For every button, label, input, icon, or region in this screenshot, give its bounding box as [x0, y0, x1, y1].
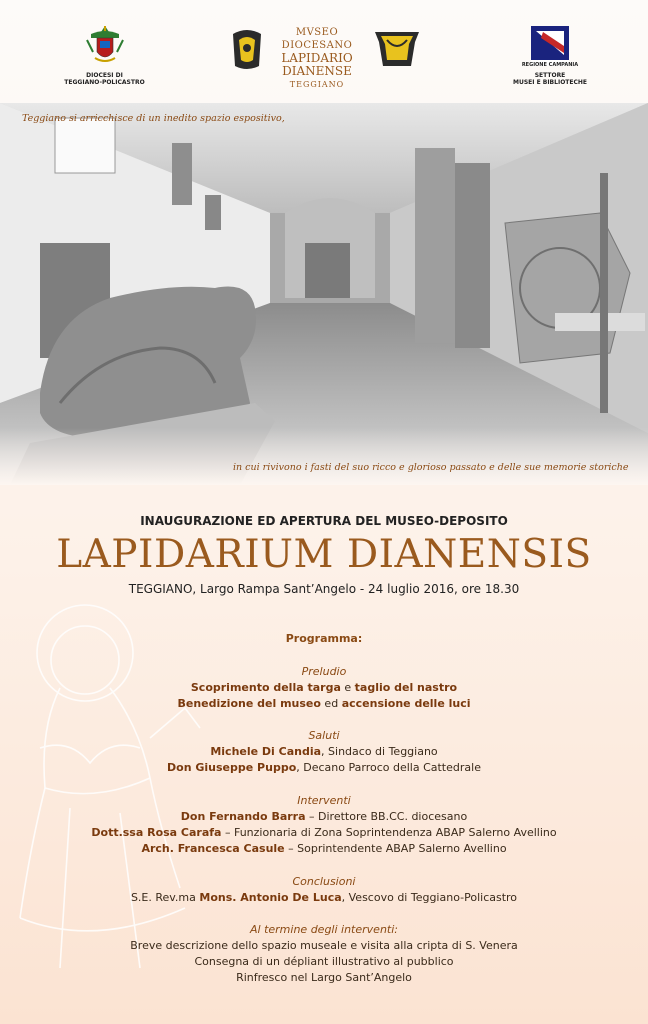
- termine-title: Al termine degli interventi:: [250, 923, 398, 936]
- museum-name: [262, 26, 372, 91]
- event-title: LAPIDARIUM DIANENSIS: [56, 532, 592, 577]
- museum-emblem-left-icon: [227, 26, 267, 72]
- museum-gallery-illustration: [0, 103, 648, 485]
- museum-line-1: MVSEO DIOCESANO: [281, 27, 353, 51]
- interventi-line-1: Don Fernando Barra – Direttore BB.CC. diocesano: [180, 810, 468, 823]
- saluti-title: Saluti: [308, 729, 340, 742]
- saluti-line-1: Michele Di Candia, Sindaco di Teggiano: [210, 745, 438, 758]
- preludio-line-1: Scoprimento della targa e taglio del nastro: [190, 681, 458, 694]
- photo-caption-top: Teggiano si arricchisce di un inedito spazio espositivo,: [22, 113, 285, 124]
- diocese-coat-of-arms-icon: [85, 24, 125, 68]
- section-preludio: [0, 664, 648, 712]
- region-campania-logo-icon: [531, 26, 569, 66]
- preludio-title: Preludio: [301, 665, 347, 678]
- museum-emblem-right-icon: [371, 26, 423, 72]
- section-saluti: [0, 728, 648, 776]
- preludio-line-2: Benedizione del museo ed accensione delle luci: [177, 697, 471, 710]
- termine-line-2: Consegna di un dépliant illustrativo al pubblico: [194, 955, 454, 968]
- interventi-title: Interventi: [297, 794, 351, 807]
- section-termine: [0, 922, 648, 986]
- region-logo: [510, 26, 590, 86]
- programme-heading: Programma:: [285, 632, 363, 645]
- region-badge: REGIONE CAMPANIA: [521, 62, 579, 68]
- section-interventi: [0, 793, 648, 857]
- event-place-date: TEGGIANO, Largo Rampa Sant’Angelo - 24 luglio 2016, ore 18.30: [128, 582, 520, 596]
- conclusioni-title: Conclusioni: [292, 875, 356, 888]
- region-caption-2: MUSEI E BIBLIOTECHE: [512, 79, 588, 86]
- museum-line-2: LAPIDARIO: [281, 51, 353, 65]
- saluti-line-2: Don Giuseppe Puppo, Decano Parroco della Cattedrale: [167, 761, 481, 774]
- diocese-caption-2: TEGGIANO-POLICASTRO: [64, 79, 145, 86]
- diocese-logo: [62, 24, 147, 86]
- interventi-line-3: Arch. Francesca Casule – Soprintendente ABAP Salerno Avellino: [141, 842, 507, 855]
- saint-line-drawing: [0, 588, 210, 978]
- diocese-caption-1: DIOCESI DI: [86, 72, 123, 79]
- museum-line-4: TEGGIANO: [289, 80, 345, 89]
- photo-caption-bottom: in cui rivivono i fasti del suo ricco e glorioso passato e delle sue memorie storiche: [233, 462, 629, 473]
- termine-line-3: Rinfresco nel Largo Sant’Angelo: [236, 971, 412, 984]
- interventi-line-2: Dott.ssa Rosa Carafa – Funzionaria di Zona Soprintendenza ABAP Salerno Avellino: [91, 826, 557, 839]
- museum-interior-photo: [0, 103, 648, 485]
- inauguration-heading: INAUGURAZIONE ED APERTURA DEL MUSEO-DEPOSITO: [140, 514, 508, 528]
- museum-line-3: DIANENSE: [282, 64, 352, 78]
- termine-line-1: Breve descrizione dello spazio museale e visita alla cripta di S. Venera: [130, 939, 518, 952]
- header: [0, 0, 648, 105]
- conclusioni-line-1: S.E. Rev.ma Mons. Antonio De Luca, Vescovo di Teggiano-Policastro: [130, 891, 518, 904]
- region-caption-1: SETTORE: [534, 72, 566, 79]
- section-conclusioni: [0, 874, 648, 906]
